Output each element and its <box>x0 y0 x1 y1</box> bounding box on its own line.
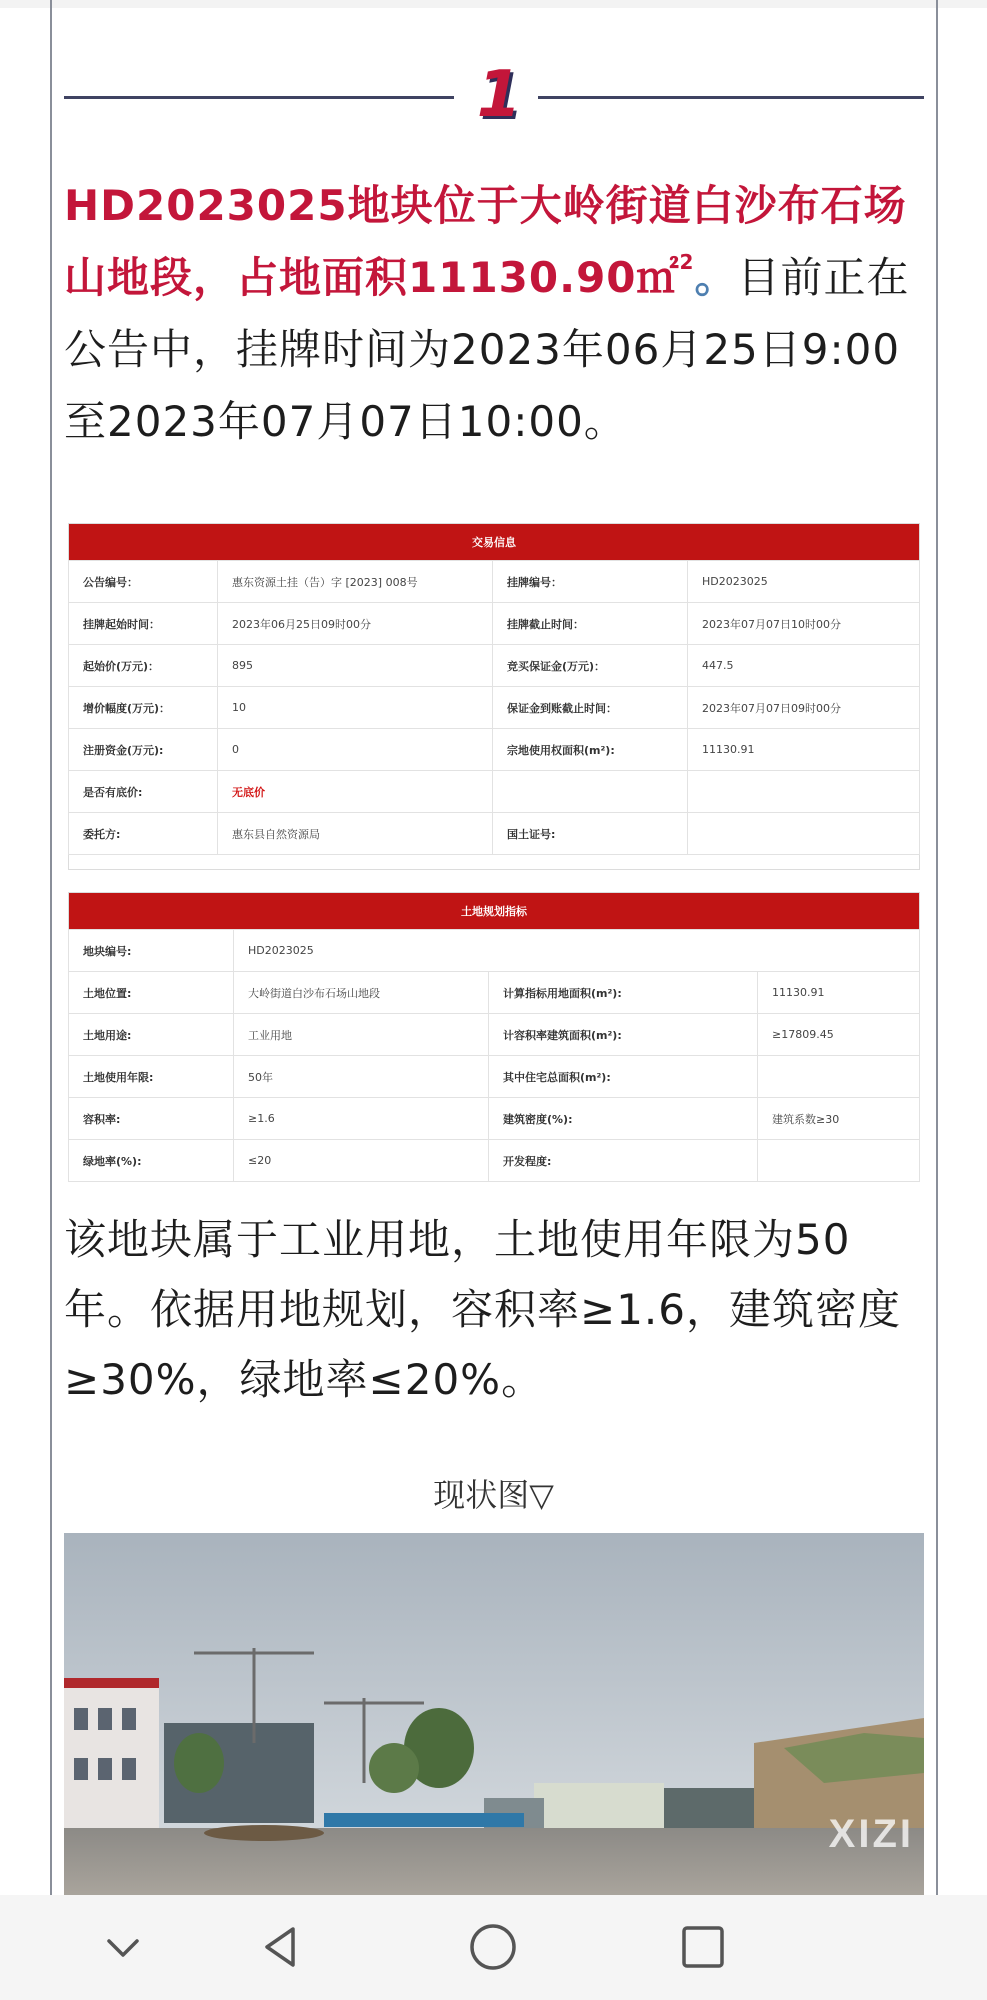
table-cell-label: 委托方: <box>69 813 218 855</box>
table-padding-cell <box>69 855 920 870</box>
back-triangle-icon[interactable] <box>253 1917 313 1977</box>
intro-dot: 。 <box>694 253 738 302</box>
table-cell-value: 11130.91 <box>758 972 920 1014</box>
table-cell-label: 计算指标用地面积(m²): <box>489 972 758 1014</box>
table-cell-value: 工业用地 <box>234 1014 489 1056</box>
table-row <box>69 972 920 1014</box>
table-cell-label: 国土证号: <box>493 813 688 855</box>
table-cell-label: 其中住宅总面积(m²): <box>489 1056 758 1098</box>
table-row <box>69 1056 920 1098</box>
content-border-left <box>50 0 52 1895</box>
table-cell-value: 大岭街道白沙布石场山地段 <box>234 972 489 1014</box>
table-cell-value: 50年 <box>234 1056 489 1098</box>
table-cell-label: 土地使用年限: <box>69 1056 234 1098</box>
table-row <box>69 813 920 855</box>
table-row <box>69 771 920 813</box>
table-cell-label: 建筑密度(%): <box>489 1098 758 1140</box>
table-cell-label: 容积率: <box>69 1098 234 1140</box>
table-cell-label: 挂牌起始时间： <box>69 603 218 645</box>
table-cell-value: 11130.91 <box>688 729 920 771</box>
trade-table-title: 交易信息 <box>69 524 920 561</box>
site-photo-drawing <box>64 1533 924 1895</box>
intro-superscript: 2 <box>679 250 695 274</box>
table-cell-label: 公告编号： <box>69 561 218 603</box>
intro-rest: 目前正在公告中，挂牌时间为2023年06月25日9:00至2023年07月07日10:00。 <box>64 253 910 446</box>
section-rule-right <box>538 96 924 99</box>
table-cell-value: 10 <box>218 687 493 729</box>
table-cell-label: 土地位置: <box>69 972 234 1014</box>
land-plan-table <box>68 892 920 1182</box>
table-cell-value: 惠东县自然资源局 <box>218 813 493 855</box>
table-cell-value <box>758 1056 920 1098</box>
table-cell-label: 地块编号: <box>69 930 234 972</box>
plan-table-title: 土地规划指标 <box>69 893 920 930</box>
table-cell-label: 竞买保证金(万元)： <box>493 645 688 687</box>
table-row <box>69 603 920 645</box>
trade-info-table <box>68 523 920 870</box>
site-photo <box>64 1533 924 1895</box>
table-cell-value: ≥1.6 <box>234 1098 489 1140</box>
table-cell-label: 注册资金(万元): <box>69 729 218 771</box>
photo-watermark: XIZI <box>828 1812 914 1856</box>
table-cell-value: 2023年06月25日09时00分 <box>218 603 493 645</box>
table-cell-label: 是否有底价: <box>69 771 218 813</box>
table-cell-label: 增价幅度(万元)： <box>69 687 218 729</box>
section-number: 1 <box>476 58 522 132</box>
table-row <box>69 561 920 603</box>
table-cell-value: 惠东资源土挂（告）字 [2023] 008号 <box>218 561 493 603</box>
table-cell-value: 447.5 <box>688 645 920 687</box>
table-cell-value: 建筑系数≥30 <box>758 1098 920 1140</box>
home-circle-glyph <box>463 1917 523 1977</box>
table-cell-label: 起始价(万元)： <box>69 645 218 687</box>
table-cell-label: 土地用途: <box>69 1014 234 1056</box>
recents-square-glyph <box>673 1917 733 1977</box>
table-cell-label: 宗地使用权面积(m²): <box>493 729 688 771</box>
table-row <box>69 729 920 771</box>
table-row <box>69 1014 920 1056</box>
table-row <box>69 1140 920 1182</box>
content-border-right <box>936 0 938 1895</box>
section-rule-left <box>64 96 454 99</box>
table-cell-label: 计容积率建筑面积(m²): <box>489 1014 758 1056</box>
table-cell-value: 0 <box>218 729 493 771</box>
table-cell-value: ≥17809.45 <box>758 1014 920 1056</box>
intro-highlight: HD2023025地块位于大岭街道白沙布石场山地段，占地面积11130.90㎡ <box>64 181 907 302</box>
table-cell-label: 开发程度: <box>489 1140 758 1182</box>
photo-caption: 现状图▽ <box>433 1476 554 1514</box>
recents-square-icon[interactable] <box>673 1917 733 1977</box>
table-cell-value <box>688 813 920 855</box>
table-row <box>69 687 920 729</box>
table-cell-label: 挂牌编号： <box>493 561 688 603</box>
table-cell-value: 2023年07月07日09时00分 <box>688 687 920 729</box>
table-cell-value: HD2023025 <box>688 561 920 603</box>
table-cell-label <box>493 771 688 813</box>
chevron-down-glyph <box>93 1917 153 1977</box>
table-padding-row <box>69 855 920 870</box>
table-row <box>69 645 920 687</box>
table-cell-value: 895 <box>218 645 493 687</box>
table-cell-label: 挂牌截止时间： <box>493 603 688 645</box>
intro-paragraph <box>64 170 924 458</box>
table-row <box>69 1098 920 1140</box>
table-row <box>69 930 920 972</box>
table-cell-label: 绿地率(%): <box>69 1140 234 1182</box>
table-cell-value: 2023年07月07日10时00分 <box>688 603 920 645</box>
chevron-down-icon[interactable] <box>93 1917 153 1977</box>
table-cell-value: HD2023025 <box>234 930 920 972</box>
reserve-price-value: 无底价 <box>218 771 493 813</box>
summary-paragraph: 该地块属于工业用地，土地使用年限为50年。依据用地规划，容积率≥1.6，建筑密度≥30%，绿地率≤20%。 <box>64 1215 901 1404</box>
home-circle-icon[interactable] <box>463 1917 523 1977</box>
android-nav-bar <box>0 1895 987 2000</box>
table-cell-label: 保证金到账截止时间： <box>493 687 688 729</box>
table-cell-value <box>758 1140 920 1182</box>
table-cell-value <box>688 771 920 813</box>
section-header <box>64 60 924 130</box>
back-triangle-glyph <box>253 1917 313 1977</box>
top-strip <box>0 0 987 8</box>
table-cell-value: ≤20 <box>234 1140 489 1182</box>
